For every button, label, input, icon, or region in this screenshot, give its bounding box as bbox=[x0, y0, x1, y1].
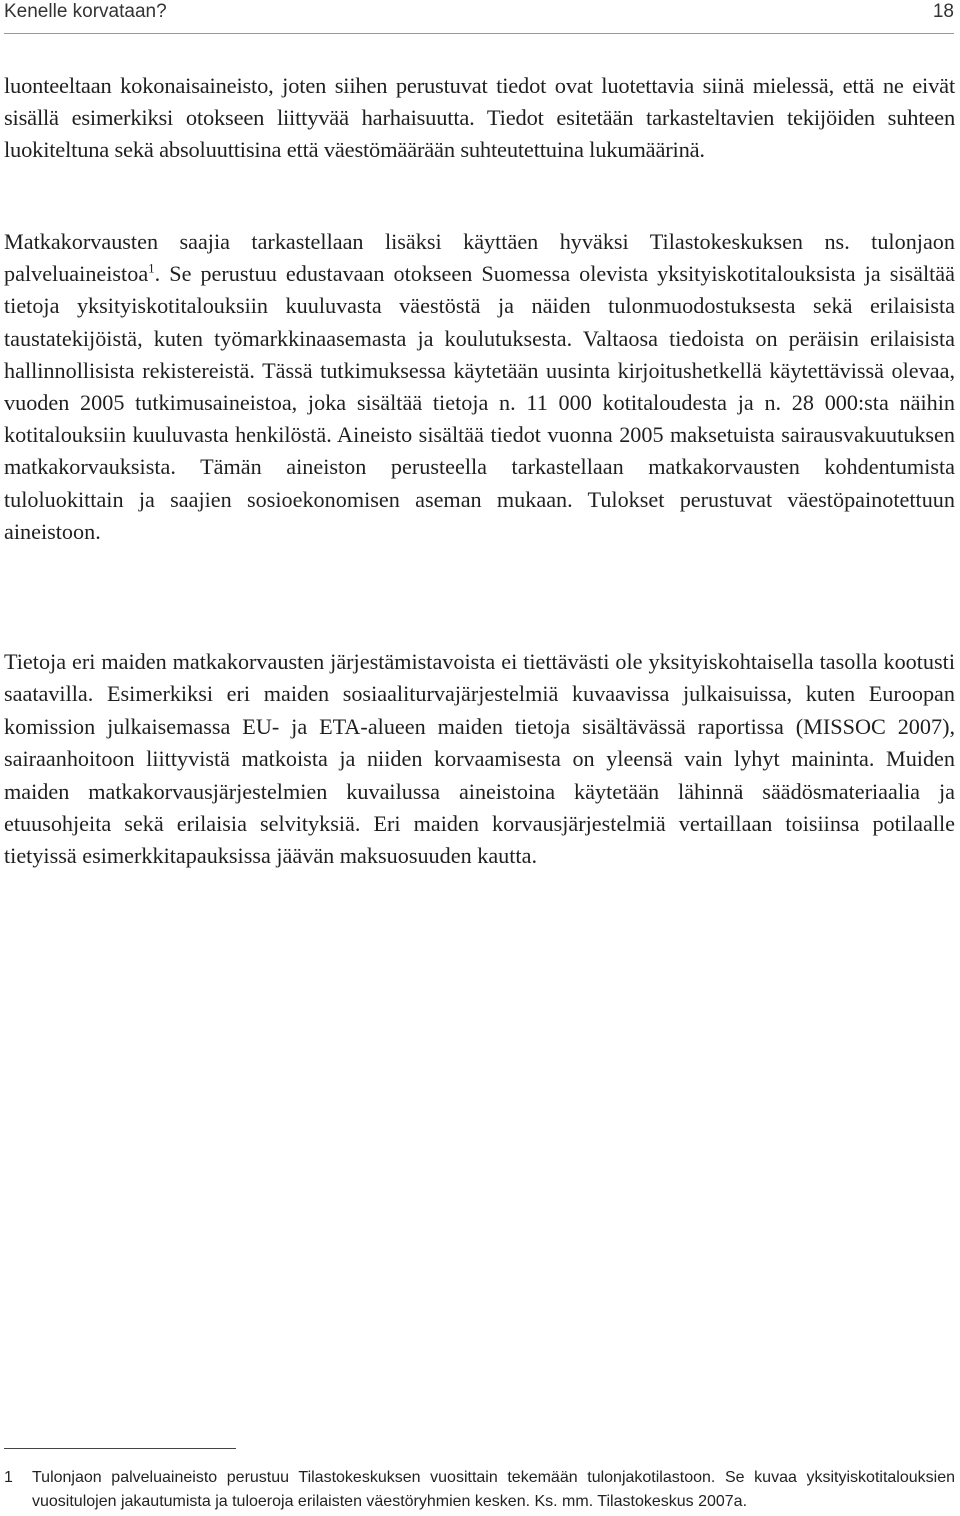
paragraph-international-comparison bbox=[4, 646, 955, 873]
paragraph-text: luonteeltaan kokonaisaineisto, joten siihen perustuvat tiedot ovat luotettavia siinä mielessä, että ne eivät sisällä esimerkiksi otokseen liittyvää harhaisuutta. Tiedot esitetään tarkasteltavien tekijöiden suhteen luokiteltuna sekä absoluuttisina että väestömäärään suhteutettuina lukumäärinä. bbox=[4, 73, 955, 162]
paragraph-text-after-ref: . Se perustuu edustavaan otokseen Suomessa olevista yksityiskotitalouksista ja sisältää tietoja yksityiskotitalouksiin kuuluvasta väestöstä ja näiden tulonmuodostuksesta sekä erilaisista taustatekijöistä, kuten työmarkkinaasemasta ja koulutuksesta. Valtaosa tiedoista on peräisin erilaisista hallinnollisista rekistereistä. Tässä tutkimuksessa käytetään uusinta kirjoitushetkellä käytettävissä olevaa, vuoden 2005 tutkimusaineistoa, joka sisältää tietoja n. 11 000 kotitaloudesta ja n. 28 000:sta näihin kotitalouksiin kuuluvasta henkilöstä. Aineisto sisältää tiedot vuonna 2005 maksetuista sairausvakuutuksen matkakorvauksista. Tämän aineiston perusteella tarkastellaan matkakorvausten kohdentumista tuloluokittain ja saajien sosioekonomisen aseman mukaan. Tulokset perustuvat väestöpainotettuun aineistoon. bbox=[4, 261, 955, 544]
footnote-marker: 1 bbox=[4, 1469, 13, 1486]
footnote-text: Tulonjaon palveluaineisto perustuu Tilastokeskuksen vuosittain tekemään tulonjakotilastoon. Se kuvaa yksityiskotitalouksien vuositulojen jakautumista ja tuloeroja erilaisten väestöryhmien kesken. Ks. mm. Tilastokeskus 2007a. bbox=[32, 1469, 955, 1510]
running-title: Kenelle korvataan? bbox=[4, 1, 167, 22]
footnote-reference[interactable]: 1 bbox=[148, 260, 155, 276]
paragraph-data-reliability bbox=[4, 70, 955, 166]
paragraph-text: Tietoja eri maiden matkakorvausten järjestämistavoista ei tiettävästi ole yksityiskohtaisella tasolla kootusti saatavilla. Esimerkiksi eri maiden sosiaaliturvajärjestelmiä kuvaavissa julkaisuissa, kuten Euroopan komission julkaisemassa EU- ja ETA-alueen maiden tietoja sisältävässä raportissa (MISSOC 2007), sairaanhoitoon liittyvistä matkoista ja niiden korvaamisesta on yleensä vain lyhyt maininta. Muiden maiden matkakorvausjärjestelmien kuvailussa aineistoina käytetään lähinnä säädösmateriaalia ja etuusohjeita sekä erilaisia selvityksiä. Eri maiden korvausjärjestelmiä vertaillaan toisiinsa potilaalle tietyissä esimerkkitapauksissa jäävän maksuosuuden kautta. bbox=[4, 649, 955, 869]
page-number: 18 bbox=[932, 1, 954, 22]
paragraph-income-distribution-data bbox=[4, 226, 955, 548]
header-rule bbox=[4, 33, 954, 34]
paragraph-text-before-ref: Matkakorvausten saajia tarkastellaan lisäksi käyttäen hyväksi Tilastokeskuksen ns. tulonjaon palveluaineistoa bbox=[4, 229, 955, 287]
page-header bbox=[4, 0, 954, 28]
footnote-rule bbox=[4, 1448, 236, 1449]
footnote bbox=[4, 1466, 955, 1513]
